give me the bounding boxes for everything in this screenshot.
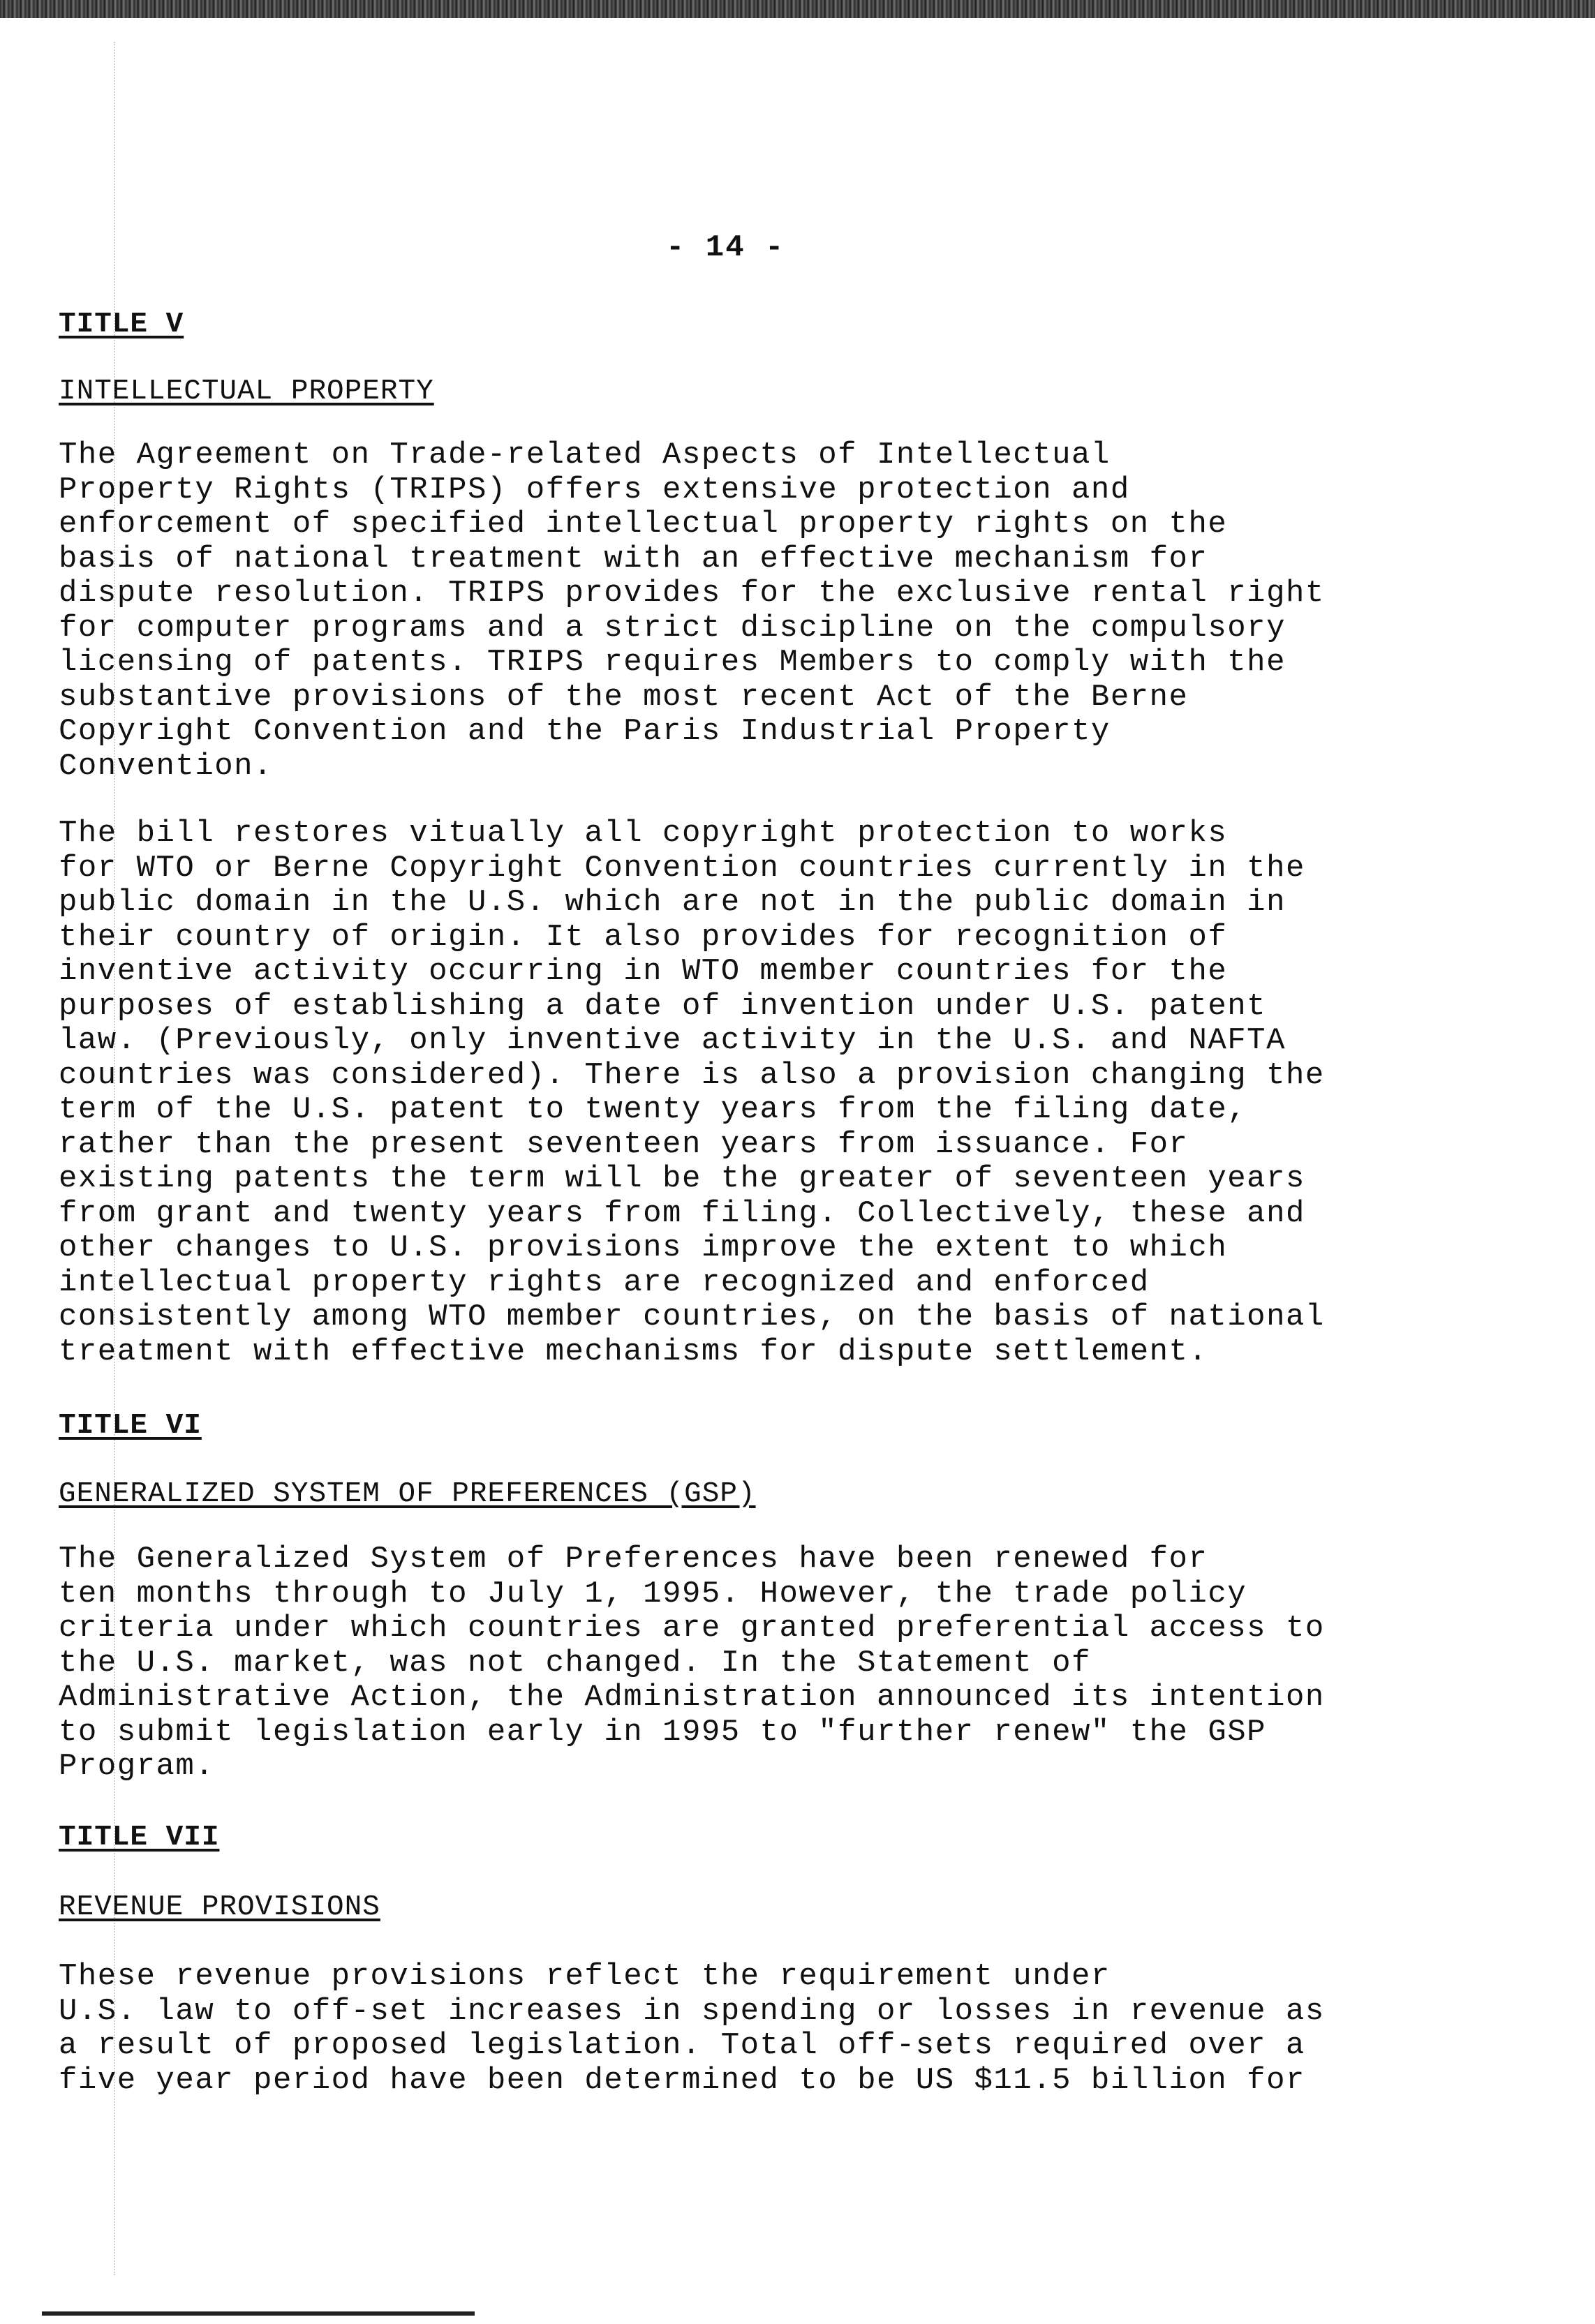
section-subtitle-revenue-provisions: REVENUE PROVISIONS xyxy=(59,1891,380,1923)
paragraph-gsp: The Generalized System of Preferences have been renewed for ten months through to July 1, 1995. However, the trade policy criteria under which countries are granted preferential access to the U.S. market, was not changed. In the Statement of Administrative Action, the Administration announced its intention to submit legislation early in 1995 to "further renew" the GSP Program. xyxy=(59,1542,1325,1784)
section-title-vii: TITLE VII xyxy=(59,1822,220,1854)
section-subtitle-gsp: GENERALIZED SYSTEM OF PREFERENCES (GSP) xyxy=(59,1478,756,1510)
section-title-v: TITLE V xyxy=(59,308,184,341)
page-number: - 14 - xyxy=(666,230,785,265)
scan-top-border xyxy=(0,0,1595,18)
scan-bottom-rule xyxy=(42,2311,475,2316)
paragraph-bill-restores: The bill restores vitually all copyright protection to works for WTO or Berne Copyright Convention countries currently in the public domain in the U.S. which are not in the public domain in their country of origin. It also provides for recognition of inventive activity occurring in WTO member countries for the purposes of establishing a date of invention under U.S. patent law. (Previously, only inventive activity in the U.S. and NAFTA countries was considered). There is also a provision changing the term of the U.S. patent to twenty years from the filing date, rather than the present seventeen years from issuance. For existing patents the term will be the greater of seventeen years from grant and twenty years from filing. Collectively, these and other changes to U.S. provisions improve the extent to which intellectual property rights are recognized and enforced consistently among WTO member countries, on the basis of national treatment with effective mechanisms for dispute settlement. xyxy=(59,816,1325,1369)
paragraph-trips: The Agreement on Trade-related Aspects of Intellectual Property Rights (TRIPS) offers extensive protection and enforcement of specified intellectual property rights on the basis of national treatment with an effective mechanism for dispute resolution. TRIPS provides for the exclusive rental right for computer programs and a strict discipline on the compulsory licensing of patents. TRIPS requires Members to comply with the substantive provisions of the most recent Act of the Berne Copyright Convention and the Paris Industrial Property Convention. xyxy=(59,438,1325,784)
section-title-vi: TITLE VI xyxy=(59,1410,202,1442)
paragraph-revenue: These revenue provisions reflect the requirement under U.S. law to off-set increases in spending or losses in revenue as a result of proposed legislation. Total off-sets required over a five year period have been determined to be US $11.5 billion for xyxy=(59,1959,1325,2098)
section-subtitle-intellectual-property: INTELLECTUAL PROPERTY xyxy=(59,375,434,408)
